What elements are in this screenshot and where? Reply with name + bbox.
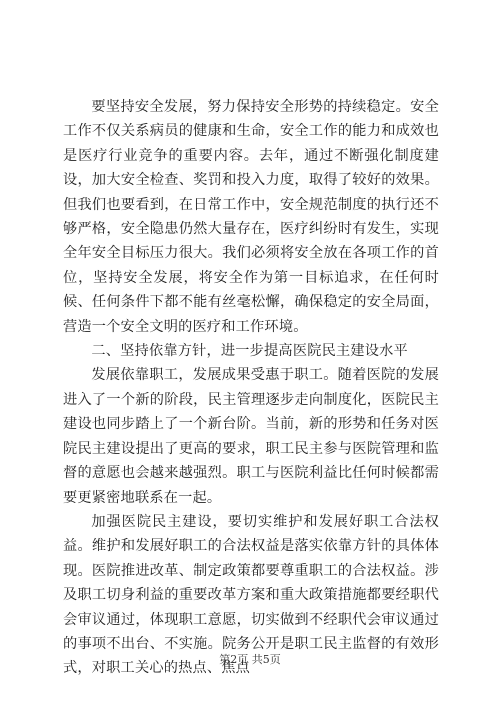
page-number: 第2页 共5页 [219, 653, 281, 666]
section-heading: 二、坚持依靠方针，进一步提高医院民主建设水平 [91, 343, 408, 360]
paragraph-development: 发展依靠职工，发展成果受惠于职工。随着医院的发展进入了一个新的阶段，民主管理逐步走向制度化，医院民主建设也同步踏上了一个新台阶。当前，新的形势和任务对医院民主建设提出了更高的要求，职工民主参与医院管理和监督的意愿也会越来越强烈。职工与医院利益比任何时候都需要更紧密地联系在一起。 [63, 367, 439, 506]
paragraph-democracy: 加强医院民主建设，要切实维护和发展好职工合法权益。维护和发展好职工的合法权益是落实依靠方针的具体体现。医院推进改革、制定政策都要尊重职工的合法权益。涉及职工切身利益的重要改革方案和重大政策措施都要经职代会审议通过，体现职工意愿，切实做到不经职代会审议通过的事项不出台、不实施。院务公开是职工民主监督的有效形式，对职工关心的热点、焦点 [63, 513, 439, 677]
document-body [63, 95, 439, 681]
paragraph-safety: 要坚持安全发展，努力保持安全形势的持续稳定。安全工作不仅关系病员的健康和生命，安全工作的能力和成效也是医疗行业竞争的重要内容。去年，通过不断强化制度建设，加大安全检查、奖罚和投入力度，取得了较好的效果。但我们也要看到，在日常工作中，安全规范制度的执行还不够严格，安全隐患仍然大量存在，医疗纠纷时有发生，实现全年安全目标压力很大。我们必须将安全放在各项工作的首位，坚持安全发展，将安全作为第一目标追求，在任何时候、任何条件下都不能有丝毫松懈，确保稳定的安全局面，营造一个安全文明的医疗和工作环境。 [63, 99, 439, 335]
